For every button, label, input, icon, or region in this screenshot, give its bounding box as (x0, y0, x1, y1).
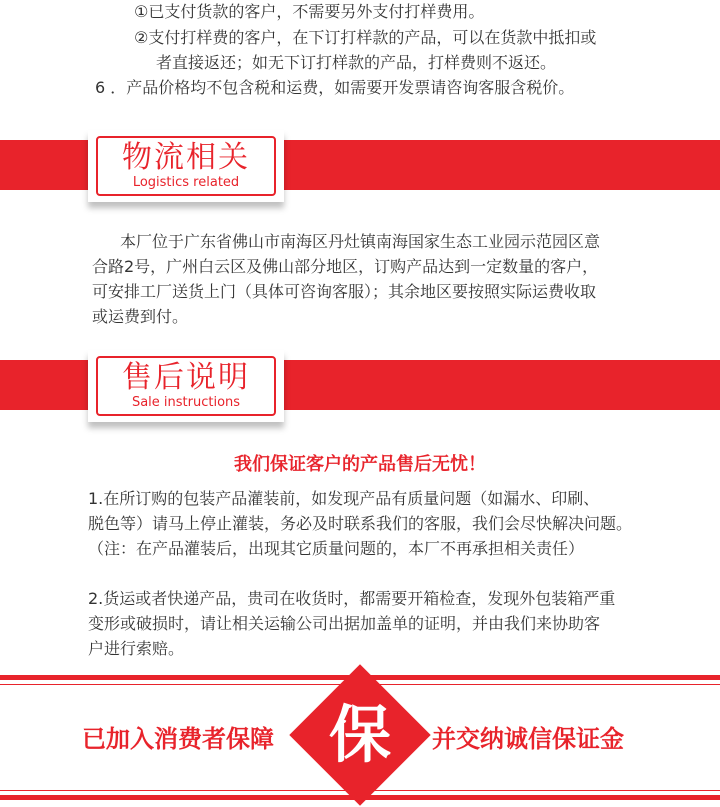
after-sales-p2-line-2: 变形或破损时，请让相关运输公司出据加盖单的证明，并由我们来协助客 (88, 614, 601, 633)
logistics-subtitle: Logistics related (132, 175, 240, 190)
logistics-line-2: 合路2号，广州白云区及佛山部分地区，订购产品达到一定数量的客户， (92, 257, 599, 276)
guarantee-badge-text: 保 (328, 698, 391, 771)
logistics-line-4: 或运费到付。 (92, 307, 189, 326)
footer-right-text: 并交纳诚信保证金 (432, 725, 624, 753)
note-line-1: ①已支付货款的客户，不需要另外支付打样费用。 (134, 2, 485, 21)
note-line-4: 6 ．产品价格均不包含税和运费，如需要开发票请咨询客服含税价。 (95, 78, 575, 97)
after-sales-p2-line-3: 户进行索赔。 (88, 639, 185, 658)
logistics-line-3: 可安排工厂送货上门（具体可咨询客服）；其余地区要按照实际运费收取 (92, 282, 597, 301)
footer-bottom-rule-thin (0, 790, 720, 791)
after-sales-headline: 我们保证客户的产品售后无忧！ (234, 454, 486, 475)
footer-left-text: 已加入消费者保障 (82, 725, 274, 753)
after-sales-subtitle: Sale instructions (131, 395, 241, 410)
after-sales-p1-line-2: 脱色等）请马上停止灌装，务必及时联系我们的客服，我们会尽快解决问题。 (88, 514, 633, 533)
note-line-3: 者直接返还；如无下订打样款的产品，打样费则不返还。 (156, 53, 557, 72)
logistics-label (88, 130, 284, 202)
after-sales-p2-line-1: 2.货运或者快递产品，贵司在收货时，都需要开箱检查，发现外包装箱严重 (88, 589, 616, 608)
after-sales-p1-line-1: 1.在所订购的包装产品灌装前，如发现产品有质量问题（如漏水、印刷、 (88, 489, 600, 508)
note-line-2: ②支付打样费的客户，在下订打样款的产品，可以在货款中抵扣或 (134, 28, 597, 47)
after-sales-p1-line-3: （注：在产品灌装后，出现其它质量问题的，本厂不再承担相关责任） (88, 539, 585, 558)
after-sales-label (88, 350, 284, 422)
after-sales-label-frame (96, 356, 276, 416)
footer-bottom-rule-thick (0, 795, 720, 800)
logistics-label-frame (96, 136, 276, 196)
logistics-line-1: 本厂位于广东省佛山市南海区丹灶镇南海国家生态工业园示范园区意 (120, 232, 601, 251)
logistics-title: 物流相关 (122, 140, 250, 175)
after-sales-title: 售后说明 (122, 360, 250, 395)
